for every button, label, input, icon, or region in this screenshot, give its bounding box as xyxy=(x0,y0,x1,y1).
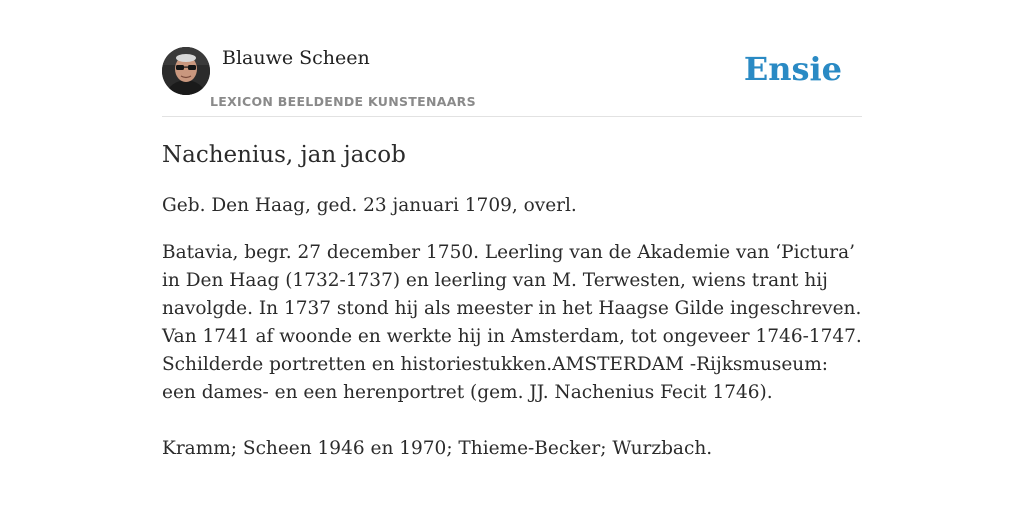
article-paragraph: Batavia, begr. 27 december 1750. Leerling van de Akademie van ‘Pictura’ in Den Haag (1732-1737) en leerling van M. Terwesten, wiens trant hij navolgde. In 1737 stond hij als meester in het Haagse Gilde ingeschreven. Van 1741 af woonde en werkte hij in Amsterdam, tot ongeveer 1746-1747. Schilderde portretten en historiestukken.AMSTERDAM -Rijksmuseum: een dames- en een herenportret (gem. JJ. Nachenius Fecit 1746). xyxy=(162,242,862,403)
author-avatar[interactable] xyxy=(162,47,210,95)
author-name[interactable]: Blauwe Scheen xyxy=(222,47,370,69)
article-content xyxy=(162,138,862,463)
category-label[interactable]: LEXICON BEELDENDE KUNSTENAARS xyxy=(210,94,476,109)
ensie-logo-link[interactable]: Ensie xyxy=(743,50,842,88)
article-title: Nachenius, jan jacob xyxy=(162,142,406,168)
page-header xyxy=(162,46,862,117)
article-paragraph: Geb. Den Haag, ged. 23 januari 1709, overl. xyxy=(162,195,577,216)
person-photo-icon xyxy=(162,47,210,95)
article-paragraph: Kramm; Scheen 1946 en 1970; Thieme-Becker; Wurzbach. xyxy=(162,438,713,459)
